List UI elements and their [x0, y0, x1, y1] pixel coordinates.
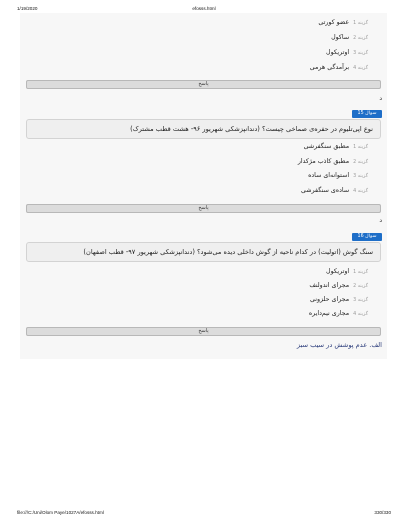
answer-button[interactable]: پاسخ	[26, 80, 381, 89]
option-text: مطبق سنگفرشی	[303, 143, 350, 150]
option-number: 3	[353, 174, 357, 179]
option-prefix: گزینه	[357, 174, 368, 179]
final-answer: الف. عدم پوشش در سیب سبز	[296, 341, 382, 349]
option-number: 3	[353, 51, 357, 56]
option-prefix: گزینه	[357, 160, 368, 165]
option-number: 1	[353, 145, 357, 150]
option-number: 2	[353, 284, 357, 289]
option-number: 3	[353, 298, 357, 303]
option-prefix: گزینه	[357, 21, 368, 26]
option-item[interactable]	[331, 34, 368, 44]
option-prefix: گزینه	[357, 298, 368, 303]
question-number-badge: سوال 15	[352, 110, 382, 118]
option-number: 2	[353, 160, 357, 165]
option-item[interactable]	[326, 49, 368, 59]
option-text: ساکول	[331, 34, 350, 41]
option-text: عضو کورتی	[318, 19, 350, 26]
option-number: 4	[353, 189, 357, 194]
option-text: اوتریکول	[326, 49, 350, 56]
print-page-count: 330/330	[374, 510, 391, 515]
question-text: نوع اپی‌تلیوم در حفره‌ی صماخی چیست؟ (دندانپزشکی شهریور ۹۶- هشت قطب مشترک)	[26, 119, 381, 139]
option-number: 1	[353, 270, 357, 275]
option-text: استوانه‌ای ساده	[308, 172, 350, 179]
option-item[interactable]	[309, 282, 368, 292]
option-prefix: گزینه	[357, 284, 368, 289]
option-text: برآمدگی هرمی	[309, 64, 350, 71]
option-text: مطبق کاذب مژکدار	[297, 158, 350, 165]
option-number: 2	[353, 36, 357, 41]
option-text: مجاری نیم‌دایره	[308, 310, 350, 317]
option-prefix: گزینه	[357, 312, 368, 317]
option-item[interactable]	[310, 64, 368, 74]
option-text: مجرای حلزونی	[310, 296, 350, 303]
option-item[interactable]	[301, 187, 368, 197]
option-prefix: گزینه	[357, 189, 368, 194]
option-number: 4	[353, 66, 357, 71]
answer-button[interactable]: پاسخ	[26, 204, 381, 213]
question-text: سنگ گوش (اتولیت) در کدام ناحیه از گوش داخلی دیده می‌شود؟ (دندانپزشکی شهریور ۹۷- قطب اصفهان)	[26, 242, 381, 262]
option-number: 4	[353, 312, 357, 317]
option-number: 1	[353, 21, 357, 26]
answer-mark: د	[379, 95, 382, 102]
option-text: ساده‌ی سنگفرشی	[301, 187, 350, 194]
option-prefix: گزینه	[357, 66, 368, 71]
option-prefix: گزینه	[357, 270, 368, 275]
option-item[interactable]	[309, 310, 368, 320]
answer-mark: د	[379, 217, 382, 224]
print-title: efosss.html	[192, 6, 216, 11]
option-item[interactable]	[318, 19, 368, 29]
option-item[interactable]	[304, 143, 368, 153]
print-date: 1/19/2020	[17, 6, 38, 11]
answer-button[interactable]: پاسخ	[26, 327, 381, 336]
option-prefix: گزینه	[357, 36, 368, 41]
print-file-path: file:///C:/Uni/Olom Paye/1027A/efosss.html	[17, 510, 104, 515]
option-text: مجرای اندولنف	[309, 282, 350, 289]
option-text: اوتریکول	[326, 268, 350, 275]
option-item[interactable]	[308, 172, 368, 182]
option-prefix: گزینه	[357, 145, 368, 150]
option-item[interactable]	[310, 296, 368, 306]
option-item[interactable]	[298, 158, 368, 168]
question-number-badge: سوال 16	[352, 233, 382, 241]
option-prefix: گزینه	[357, 51, 368, 56]
print-footer	[17, 510, 391, 518]
option-item[interactable]	[326, 268, 368, 278]
